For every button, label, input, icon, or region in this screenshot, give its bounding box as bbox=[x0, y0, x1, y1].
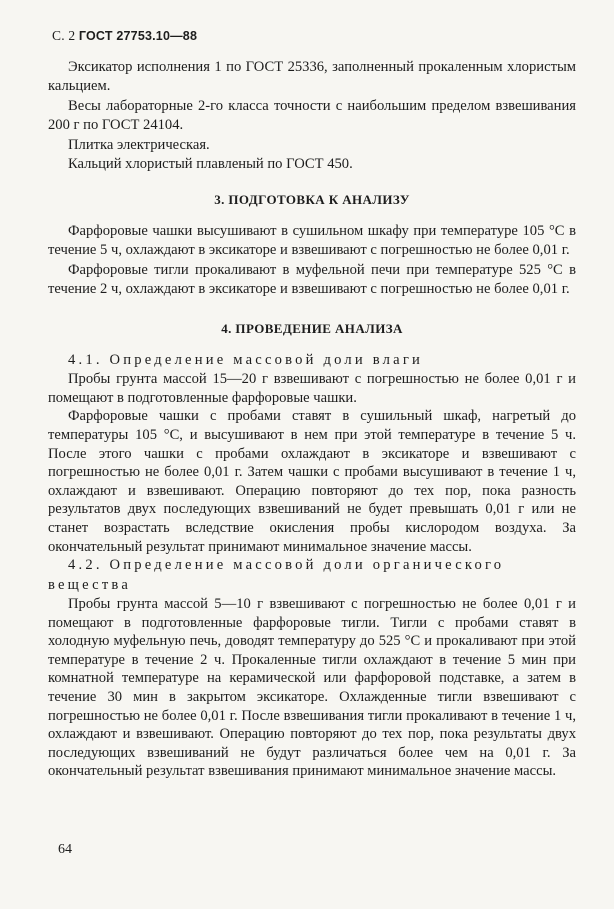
section-3-heading: 3. ПОДГОТОВКА К АНАЛИЗУ bbox=[214, 192, 410, 208]
section-3-paragraph: Фарфоровые тигли прокаливают в муфельной печи при температуре 525 °С в течение 2 ч, охлаждают в эксикаторе и взвешивают с погрешностью не более 0,01 г. bbox=[48, 261, 576, 298]
equipment-item: Эксикатор исполнения 1 по ГОСТ 25336, заполненный прокаленным хлористым кальцием. bbox=[48, 59, 576, 95]
subsection-4-1-heading: 4.1. Определение массовой доли влаги bbox=[68, 351, 424, 368]
subsection-4-1-paragraph: Пробы грунта массой 15—20 г взвешивают с погрешностью не более 0,01 г и помещают в подготовленные фарфоровые чашки. bbox=[48, 371, 576, 406]
section-4-heading: 4. ПРОВЕДЕНИЕ АНАЛИЗА bbox=[221, 321, 403, 337]
header-standard: ГОСТ 27753.10—88 bbox=[78, 29, 198, 43]
page-number: 64 bbox=[58, 842, 72, 857]
header-page-ref: С. 2 bbox=[52, 28, 76, 43]
document-body bbox=[48, 58, 576, 781]
subsection-4-2-paragraph: Пробы грунта массой 5—10 г взвешивают с погрешностью не более 0,01 г и помещают в подготовленные фарфоровые тигли. Тигли с пробами ставят в холодную муфельную печь, доводят температуру до 525 °С и прокаливают при этой температуре в течение 2 ч. Прокаленные тигли охлаждают в течение 5 мин при комнатной температуре на керамической или фарфоровой подставке, а затем в течение 30 мин в закрытом эксикаторе. Охлажденные тигли взвешивают с погрешностью не более 0,01 г. После взвешивания тигли прокаливают в течение 1 ч, охлаждают и взвешивают. Операцию повторяют до тех пор, пока результаты двух последующих взвешиваний не будут различаться более чем на 0,01 г. За окончательный результат взвешивания принимают минимальное значение массы. bbox=[48, 596, 576, 780]
page-header bbox=[52, 28, 197, 44]
equipment-item: Плитка электрическая. bbox=[68, 136, 210, 153]
section-3-paragraph: Фарфоровые чашки высушивают в сушильном шкафу при температуре 105 °С в течение 5 ч, охлаждают в эксикаторе и взвешивают с погрешностью не более 0,01 г. bbox=[48, 222, 576, 259]
equipment-item: Весы лабораторные 2-го класса точности с наибольшим пределом взвешивания 200 г по ГОСТ 24104. bbox=[48, 97, 576, 134]
subsection-4-1-paragraph: Фарфоровые чашки с пробами ставят в сушильный шкаф, нагретый до температуры 105 °С, и высушивают в нем при этой температуре в течение 5 ч. После этого чашки с пробами охлаждают в эксикаторе и взвешивают с погрешностью не более 0,01 г. Затем чашки с пробами высушивают в течение 1 ч, охлаждают и взвешивают. Операцию повторяют до тех пор, пока разность результатов двух последующих взвешиваний не будет превышать 0,01 г или не станет возрастать вследствие окисления пробы кислородом воздуха. За окончательный результат принимают минимальное значение массы. bbox=[48, 408, 576, 555]
equipment-item: Кальций хлористый плавленый по ГОСТ 450. bbox=[68, 156, 353, 173]
subsection-4-2-heading: 4.2. Определение массовой доли органического вещества bbox=[48, 557, 505, 593]
